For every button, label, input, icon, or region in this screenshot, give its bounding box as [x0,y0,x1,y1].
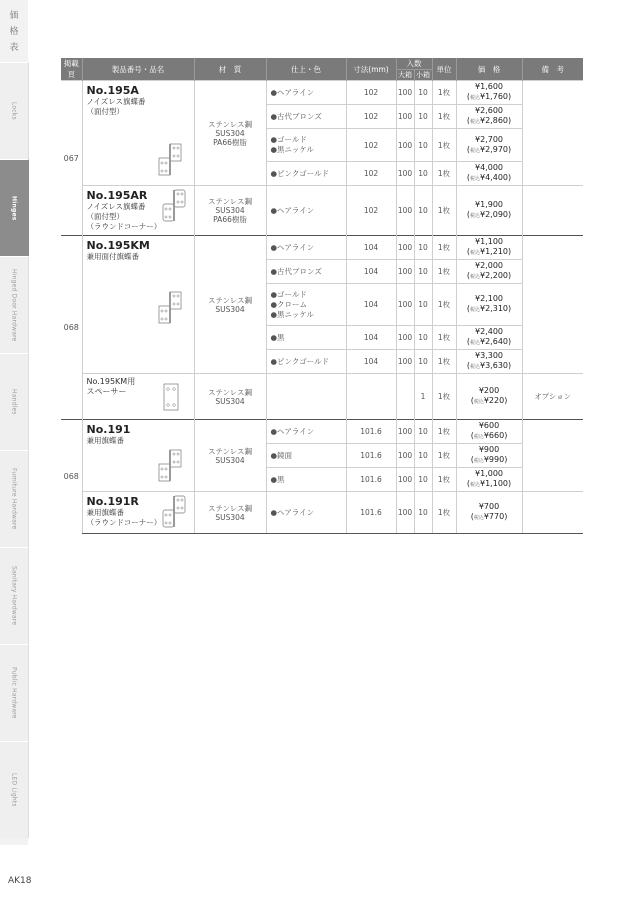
price-cell: ¥1,000 (税込¥1,100) [456,468,522,492]
tab-label: Public Hardware [10,667,18,719]
hinge-drawing [158,143,184,179]
material-cell [194,186,266,236]
material-line: ステンレス鋼 [207,197,253,206]
size-cell: 104 [346,236,396,260]
sidebar-header [0,0,28,70]
header-qty: 入数 [396,58,432,70]
price: ¥1,100 [475,237,503,246]
price: ¥900 [478,445,500,454]
price-cell: ¥2,700 (税込¥2,970) [456,129,522,162]
qty-small-cell: 1 [414,374,432,420]
note-cell [522,236,583,374]
header-qty-big: 大箱 [398,71,412,79]
unit-cell: 1枚 [432,492,456,534]
sidebar-rail [0,0,28,845]
note-cell [522,186,583,236]
price: ¥2,100 [475,294,503,303]
price-cell: ¥2,600 (税込¥2,860) [456,105,522,129]
unit-cell: 1枚 [432,81,456,105]
size-cell: 104 [346,284,396,326]
note-cell [522,81,583,186]
finish-line: ●黒 [270,332,285,342]
size-cell: 102 [346,162,396,186]
material-line: ステンレス鋼 [207,503,253,513]
tab-sanitary-hardware[interactable] [0,547,29,644]
finish-line: ●鏡面 [270,450,293,460]
price-cell: ¥1,900 (税込¥2,090) [456,186,522,236]
unit-cell: 1枚 [432,326,456,350]
note-cell [522,492,583,534]
tab-locks[interactable] [0,62,29,159]
price-with-tax: ¥2,090 [480,210,508,219]
price-cell: ¥700 (税込¥770) [456,492,522,534]
unit-cell: 1枚 [432,420,456,444]
tab-hinges[interactable] [0,159,29,256]
tax-tag: 税込 [473,399,484,405]
finish-cell [266,420,346,444]
product-desc: （ラウンドコーナー） [86,518,162,527]
qty-big-cell: 100 [396,468,414,492]
tax-tag: 税込 [473,434,484,440]
tab-label: Hinges [10,195,18,221]
product-desc: ノイズレス旗蝶番 [86,97,146,106]
tax-tag: 税込 [469,147,480,154]
price-cell: ¥2,000 (税込¥2,200) [456,260,522,284]
material-cell [194,420,266,492]
qty-big-cell: 100 [396,444,414,468]
price-cell: ¥2,100 (税込¥2,310) [456,284,522,326]
product-number: No.195A [86,84,139,97]
qty-small-cell: 10 [414,284,432,326]
price: ¥4,000 [475,163,503,172]
finish-cell [266,162,346,186]
size-cell: 102 [346,129,396,162]
qty-big-cell: 100 [396,186,414,236]
price: ¥600 [478,421,500,430]
unit-cell: 1枚 [432,260,456,284]
qty-small-cell: 10 [414,236,432,260]
material-line: SUS304 [215,512,245,522]
header-unit: 単位 [432,58,456,81]
sidebar-header-char: 表 [9,43,19,53]
sidebar-header-char: 価 [9,11,19,21]
material-line: SUS304 [215,206,245,215]
finish-line: ●ゴールド [270,289,307,299]
product-desc: スペーサー [86,387,127,396]
price-with-tax: ¥4,400 [480,173,508,182]
finish-line: ●黒ニッケル [270,309,314,319]
tax-tag: 税込 [469,482,480,488]
header-note: 備 考 [522,58,583,81]
qty-small-cell: 10 [414,326,432,350]
price-cell: ¥1,600 (税込¥1,760) [456,81,522,105]
product-number: No.195AR [86,189,148,202]
qty-big-cell: 100 [396,129,414,162]
price-with-tax: ¥1,100 [480,479,508,488]
finish-cell [266,81,346,105]
page-ref: 068 [61,236,82,420]
qty-small-cell: 10 [414,444,432,468]
price-with-tax: ¥2,860 [480,116,508,125]
size-cell: 104 [346,326,396,350]
hinge-drawing [162,189,188,225]
unit-cell: 1枚 [432,186,456,236]
price-cell: ¥1,100 (税込¥1,210) [456,236,522,260]
tax-tag: 税込 [469,213,480,219]
spacer-drawing [163,383,179,411]
finish-line: ●古代ブロンズ [270,266,322,276]
product-desc: 兼用旗蝶番 [86,436,124,445]
qty-big-cell: 100 [396,284,414,326]
product-cell [82,420,194,492]
tax-tag: 税込 [469,364,480,370]
size-cell: 101.6 [346,468,396,492]
product-number: No.191R [86,495,139,508]
size-cell: 102 [346,105,396,129]
material-line: ステンレス鋼 [207,387,253,397]
table-row [61,420,583,444]
finish-cell [266,186,346,236]
tab-public-hardware[interactable] [0,644,29,741]
price: ¥200 [478,386,500,395]
material-line: ステンレス鋼 [207,119,253,129]
unit-cell: 1枚 [432,105,456,129]
material-line: SUS304 [215,128,245,138]
tax-tag: 税込 [469,250,480,256]
finish-line: ●ヘアライン [270,426,315,436]
qty-small-cell: 10 [414,492,432,534]
tab-label: Hinged Door Hardware [10,268,18,342]
unit-cell: 1枚 [432,374,456,420]
hinge-drawing [162,495,188,531]
material-cell [194,492,266,534]
table-row [61,81,583,105]
table-row [61,374,583,420]
header-product: 製品番号・品名 [82,58,194,81]
price-with-tax: ¥1,760 [480,92,508,101]
qty-big-cell: 100 [396,420,414,444]
product-desc: No.195KM用 [86,377,136,386]
product-desc: （ラウンドコーナー） [86,222,162,231]
header-finish: 仕上・色 [266,58,346,81]
finish-cell [266,468,346,492]
price-with-tax: ¥3,630 [480,361,508,370]
size-cell: 101.6 [346,420,396,444]
qty-small-cell: 10 [414,81,432,105]
hinge-drawing [158,449,184,485]
price-with-tax: ¥1,210 [480,247,508,256]
price-cell: ¥600 (税込¥660) [456,420,522,444]
qty-big-cell: 100 [396,326,414,350]
tab-handles[interactable] [0,353,29,450]
material-line: PA66樹脂 [213,215,247,224]
tab-label: LED Lights [10,773,18,807]
tab-led-lights[interactable] [0,741,29,838]
size-cell [346,374,396,420]
qty-small-cell: 10 [414,350,432,374]
price-with-tax: ¥2,970 [480,144,508,154]
finish-line: ●ヘアライン [270,205,315,215]
finish-line: ●ヘアライン [270,242,315,252]
material-cell [194,236,266,374]
qty-big-cell: 100 [396,260,414,284]
product-cell [82,236,194,374]
tab-hinged-door-hardware[interactable] [0,256,29,353]
qty-big-cell: 100 [396,81,414,105]
header-qty-small: 小箱 [416,71,430,79]
tax-tag: 税込 [469,340,480,346]
note-cell: オプション [522,374,583,420]
product-desc: （面付型） [86,107,124,116]
price: ¥1,900 [475,200,503,209]
material-line: SUS304 [215,304,245,314]
tax-tag: 税込 [469,307,480,313]
finish-cell [266,129,346,162]
finish-line: ●ヘアライン [270,507,315,517]
page-number: AK18 [8,876,32,886]
price-cell: ¥900 (税込¥990) [456,444,522,468]
price-with-tax: ¥2,640 [480,337,508,346]
finish-line: ●ヘアライン [270,87,315,97]
finish-cell [266,444,346,468]
page-ref: 068 [61,420,82,534]
price-table [61,58,583,534]
qty-small-cell: 10 [414,260,432,284]
table-row [61,492,583,534]
finish-cell [266,350,346,374]
price: ¥2,400 [475,327,503,336]
price-with-tax: ¥220 [483,396,505,405]
header-page: 掲載頁 [61,58,82,81]
product-desc: ノイズレス旗蝶番 [86,202,146,211]
unit-cell: 1枚 [432,444,456,468]
qty-small-cell: 10 [414,186,432,236]
finish-line: ●黒ニッケル [270,145,314,154]
price: ¥2,700 [475,134,503,144]
tax-tag: 税込 [469,95,480,101]
unit-cell: 1枚 [432,468,456,492]
size-cell: 101.6 [346,492,396,534]
finish-line: ●ピンクゴールド [270,356,330,366]
finish-cell [266,492,346,534]
unit-cell: 1枚 [432,284,456,326]
finish-cell [266,284,346,326]
price-with-tax: ¥990 [483,455,505,464]
qty-big-cell: 100 [396,350,414,374]
header-size: 寸法(mm) [346,58,396,81]
qty-big-cell [396,374,414,420]
product-number: No.195KM [86,239,150,252]
material-line: PA66樹脂 [213,137,247,147]
finish-cell [266,374,346,420]
note-cell [522,420,583,492]
material-line: SUS304 [215,396,245,406]
product-cell [82,186,194,236]
price: ¥3,300 [475,351,503,360]
finish-cell [266,105,346,129]
qty-big-cell: 100 [396,492,414,534]
finish-line: ●古代ブロンズ [270,111,322,121]
material-line: SUS304 [215,455,245,465]
tab-furniture-hardware[interactable] [0,450,29,547]
product-desc: （面付型） [86,212,124,221]
material-line: ステンレス鋼 [207,446,253,456]
tab-label: Locks [10,102,18,120]
price-cell: ¥2,400 (税込¥2,640) [456,326,522,350]
price: ¥2,000 [475,261,503,270]
qty-big-cell: 100 [396,162,414,186]
tax-tag: 税込 [473,458,484,464]
price-cell: ¥3,300 (税込¥3,630) [456,350,522,374]
price-cell: ¥4,000 (税込¥4,400) [456,162,522,186]
tax-tag: 税込 [469,119,480,125]
tax-tag: 税込 [469,176,480,182]
size-cell: 101.6 [346,444,396,468]
qty-big-cell: 100 [396,236,414,260]
product-desc: 兼用面付旗蝶番 [86,252,139,261]
material-cell [194,81,266,186]
unit-cell: 1枚 [432,129,456,162]
price-with-tax: ¥2,200 [480,271,508,280]
tab-label: Handles [10,389,18,415]
product-desc: 兼用旗蝶番 [86,508,124,517]
tab-label: Furniture Hardware [10,468,18,530]
qty-small-cell: 10 [414,129,432,162]
page-ref: 067 [61,81,82,236]
qty-small-cell: 10 [414,162,432,186]
header-material: 材 質 [194,58,266,81]
size-cell: 102 [346,186,396,236]
header-price: 価 格 [456,58,522,81]
material-cell [194,374,266,420]
material-line: ステンレス鋼 [207,295,253,305]
sidebar-header-char: 格 [9,27,19,37]
product-cell [82,81,194,186]
qty-small-cell: 10 [414,420,432,444]
table-row [61,236,583,260]
product-number: No.191 [86,423,131,436]
finish-line: ●ゴールド [270,135,307,144]
price: ¥1,000 [475,469,503,478]
unit-cell: 1枚 [432,236,456,260]
tab-label: Sanitary Hardware [10,566,18,626]
product-cell [82,492,194,534]
tax-tag: 税込 [473,515,484,521]
finish-line: ●黒 [270,474,285,484]
product-cell [82,374,194,420]
finish-line: ●ピンクゴールド [270,168,330,178]
hinge-drawing [158,291,184,327]
price: ¥2,600 [475,106,503,115]
price: ¥700 [478,502,500,511]
finish-cell [266,326,346,350]
table-row [61,186,583,236]
finish-cell [266,260,346,284]
finish-line: ●クローム [270,299,308,309]
price: ¥1,600 [475,82,503,91]
price-with-tax: ¥2,310 [480,304,508,313]
qty-small-cell: 10 [414,105,432,129]
price-cell: ¥200 (税込¥220) [456,374,522,420]
size-cell: 102 [346,81,396,105]
qty-small-cell: 10 [414,468,432,492]
size-cell: 104 [346,350,396,374]
price-with-tax: ¥770 [483,512,505,521]
qty-big-cell: 100 [396,105,414,129]
unit-cell: 1枚 [432,162,456,186]
unit-cell: 1枚 [432,350,456,374]
size-cell: 104 [346,260,396,284]
price-with-tax: ¥660 [483,431,505,440]
finish-cell [266,236,346,260]
tax-tag: 税込 [469,274,480,280]
